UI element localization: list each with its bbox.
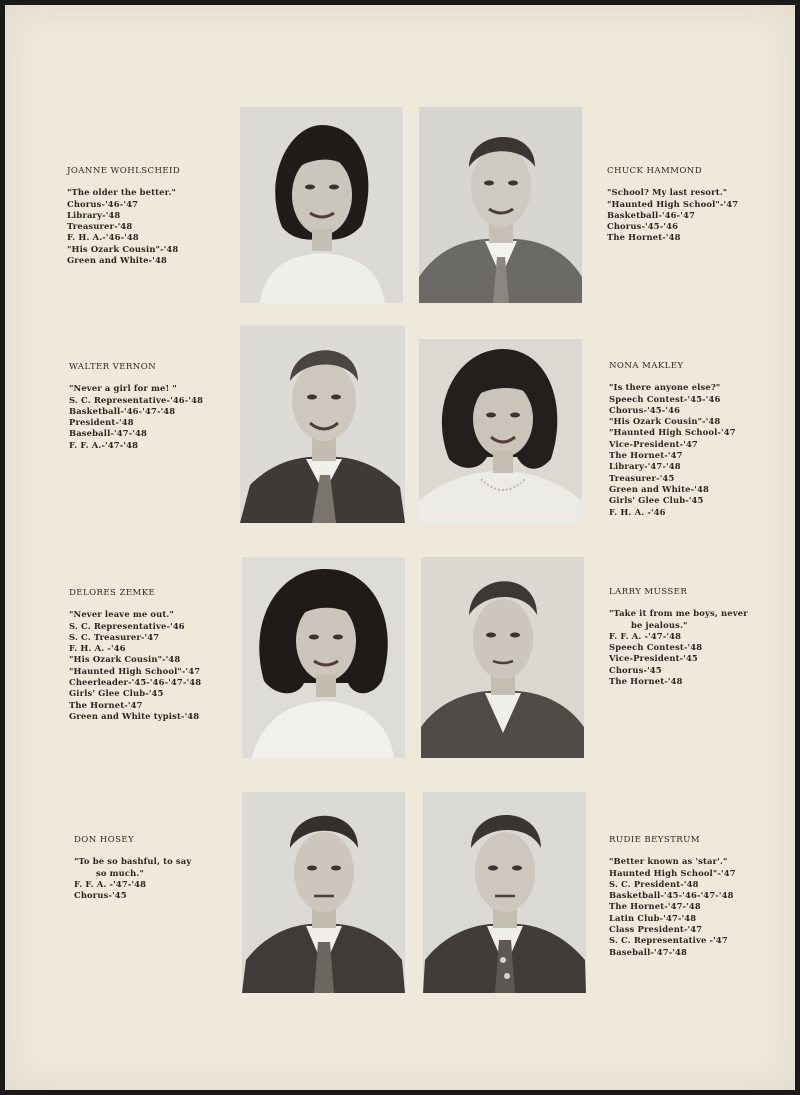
senior-quote: "Better known as 'star'." (609, 856, 728, 867)
activity-line: Basketball-'46-'47-'48 (69, 405, 176, 416)
portrait-photo-joanne (240, 107, 403, 303)
activity-line: Latin Club-'47-'48 (609, 912, 697, 923)
activity-line: F. H. A. -'46 (609, 506, 666, 517)
activity-line: Girls' Glee Club-'45 (609, 495, 704, 506)
senior-name: DON HOSEY (74, 835, 135, 845)
activity-line: The Hornet-'47-'48 (609, 901, 701, 912)
portrait-photo-rudie (423, 792, 586, 993)
activity-line: "Haunted High School"-'47 (69, 665, 201, 676)
portrait-photo-walter (240, 325, 405, 523)
activity-line: "His Ozark Cousin"-'48 (609, 416, 721, 427)
activity-line: Green and White-'48 (609, 483, 709, 494)
portrait-photo-larry (421, 557, 584, 758)
activity-line: F. F. A. -'47-'48 (609, 630, 682, 641)
senior-bio-rudie (609, 835, 736, 958)
senior-name: RUDIE BEYSTRUM (609, 835, 700, 845)
activity-line: Green and White-'48 (67, 255, 167, 266)
activity-line: The Hornet-'47 (69, 699, 143, 710)
activity-line: Treasurer-'45 (609, 472, 675, 483)
activity-line: Speech Contest-'48 (609, 642, 703, 653)
senior-bio-walter (69, 362, 203, 451)
activity-line: Chorus-'45 (609, 664, 662, 675)
activity-line: The Hornet-'48 (609, 676, 683, 687)
activity-line: S. C. Representative-'46-'48 (69, 394, 204, 405)
senior-bio-chuck (607, 166, 738, 244)
senior-quote: "Never leave me out." (69, 609, 174, 620)
portrait-photo-chuck (419, 107, 582, 303)
activity-line: Vice-President-'47 (609, 438, 698, 449)
senior-bio-larry (609, 587, 748, 687)
activity-line: Basketball-'46-'47 (607, 209, 695, 220)
activity-line: Basketball-'45-'46-'47-'48 (609, 890, 734, 901)
senior-quote: "School? My last resort." (607, 187, 728, 198)
senior-quote: "Never a girl for me! " (69, 383, 177, 394)
activity-line: The Hornet-'48 (607, 232, 681, 243)
activity-line: The Hornet-'47 (609, 450, 683, 461)
senior-bio-joanne (67, 166, 180, 266)
activity-line: F. F. A.-'47-'48 (69, 439, 139, 450)
senior-quote-continued: so much." (96, 867, 144, 878)
senior-bio-delores (69, 588, 201, 722)
activity-line: President-'48 (69, 417, 134, 428)
senior-quote: "Take it from me boys, never (609, 608, 748, 619)
activity-line: Speech Contest-'45-'46 (609, 393, 721, 404)
senior-name: NONA MAKLEY (609, 361, 684, 371)
activity-line: "His Ozark Cousin"-'48 (67, 243, 179, 254)
activity-line: Treasurer-'48 (67, 221, 133, 232)
activity-line: Chorus-'45-'46 (607, 221, 679, 232)
activity-line: Baseball-'47-'48 (69, 428, 147, 439)
activity-line: Chorus-'46-'47 (67, 198, 139, 209)
activity-line: Baseball-'47-'48 (609, 946, 687, 957)
senior-bio-don (74, 835, 191, 901)
senior-quote-continued: be jealous." (631, 619, 688, 630)
activity-line: Chorus-'45-'46 (609, 404, 681, 415)
activity-line: Haunted High School"-'47 (609, 867, 736, 878)
activity-line: S. C. Representative -'47 (609, 935, 728, 946)
activity-line: S. C. Treasurer-'47 (69, 631, 160, 642)
activity-line: S. C. Representative-'46 (69, 620, 185, 631)
activity-line: S. C. President-'48 (609, 878, 699, 889)
senior-quote: "Is there anyone else?" (609, 382, 721, 393)
activity-line: F. F. A. -'47-'48 (74, 878, 147, 889)
activity-line: F. H. A. -'46 (69, 643, 126, 654)
activity-line: Library-'48 (67, 209, 121, 220)
activity-line: Chorus-'45 (74, 890, 127, 901)
activity-line: "Haunted High School-'47 (609, 427, 736, 438)
portrait-photo-don (242, 792, 405, 993)
portrait-photo-nona (419, 339, 582, 523)
senior-quote: "To be so bashful, to say (74, 856, 192, 867)
activity-line: "Haunted High School"-'47 (607, 198, 739, 209)
activity-line: Class President-'47 (609, 924, 703, 935)
activity-line: F. H. A.-'46-'48 (67, 232, 139, 243)
senior-name: CHUCK HAMMOND (607, 166, 702, 176)
senior-name: LARRY MUSSER (609, 587, 688, 597)
activity-line: Vice-President-'45 (609, 653, 698, 664)
activity-line: Green and White typist-'48 (69, 710, 200, 721)
yearbook-page (5, 5, 795, 1090)
senior-name: WALTER VERNON (69, 362, 157, 372)
senior-bio-nona (609, 361, 736, 518)
portrait-photo-delores (242, 557, 405, 758)
activity-line: Library-'47-'48 (609, 461, 681, 472)
senior-name: JOANNE WOHLSCHEID (67, 166, 181, 176)
senior-name: DELORES ZEMKE (69, 588, 156, 598)
activity-line: Girls' Glee Club-'45 (69, 688, 164, 699)
senior-quote: "The older the better." (67, 187, 177, 198)
activity-line: "His Ozark Cousin"-'48 (69, 654, 181, 665)
activity-line: Cheerleader-'45-'46-'47-'48 (69, 677, 202, 688)
